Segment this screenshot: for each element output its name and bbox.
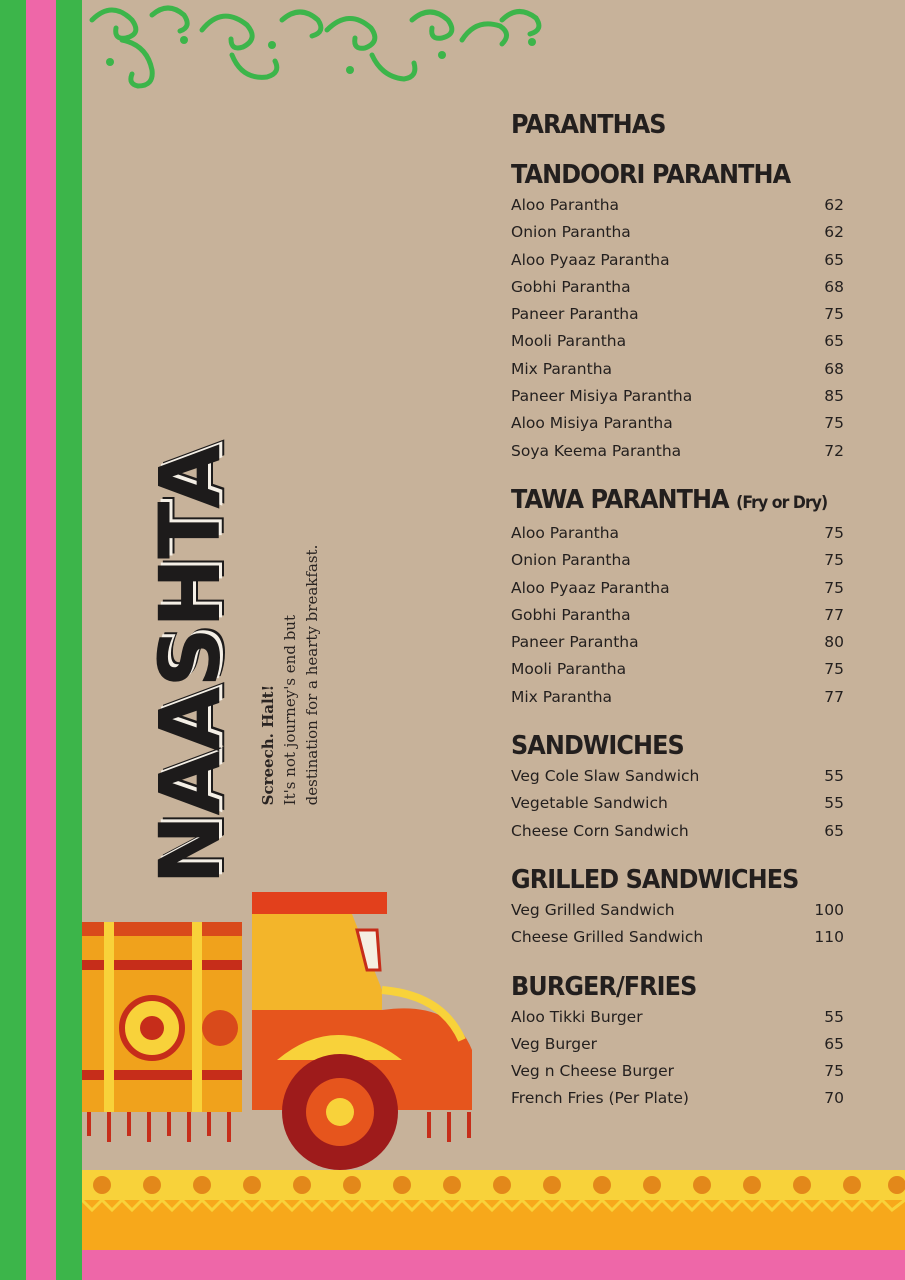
menu-item-price: 55 bbox=[824, 794, 844, 813]
menu-item-price: 62 bbox=[824, 223, 844, 242]
menu-item-name: Paneer Parantha bbox=[511, 305, 639, 324]
section-items-tandoori bbox=[511, 192, 846, 465]
menu-item-price: 65 bbox=[824, 250, 844, 269]
menu-item-name: Veg n Cheese Burger bbox=[511, 1062, 675, 1081]
menu-item bbox=[511, 629, 846, 656]
left-green-inner-stripe bbox=[56, 0, 82, 1280]
menu-item-price: 77 bbox=[824, 687, 844, 706]
menu-column bbox=[511, 110, 846, 1113]
menu-item bbox=[511, 1085, 846, 1112]
menu-item-name: French Fries (Per Plate) bbox=[511, 1089, 689, 1108]
menu-item-name: Veg Cole Slaw Sandwich bbox=[511, 767, 700, 786]
menu-item-price: 75 bbox=[824, 1062, 844, 1081]
menu-item-name: Mooli Parantha bbox=[511, 332, 627, 351]
section-title-grilled-sandwiches: GRILLED SANDWICHES bbox=[511, 864, 799, 895]
menu-item bbox=[511, 383, 846, 410]
bottom-pink-band bbox=[82, 1250, 905, 1280]
menu-item bbox=[511, 274, 846, 301]
menu-item-price: 68 bbox=[824, 359, 844, 378]
menu-item-name: Soya Keema Parantha bbox=[511, 441, 682, 460]
swirl-ornament bbox=[82, 0, 562, 100]
menu-item-price: 75 bbox=[824, 414, 844, 433]
menu-item bbox=[511, 219, 846, 246]
section-title-tawa bbox=[511, 484, 828, 518]
menu-item bbox=[511, 438, 846, 465]
menu-item bbox=[511, 575, 846, 602]
menu-item-price: 100 bbox=[814, 900, 844, 919]
menu-item bbox=[511, 301, 846, 328]
menu-item-name: Cheese Grilled Sandwich bbox=[511, 928, 704, 947]
menu-item-name: Aloo Pyaaz Parantha bbox=[511, 578, 670, 597]
decorative-border bbox=[82, 1170, 905, 1250]
menu-item-price: 65 bbox=[824, 821, 844, 840]
menu-item-price: 75 bbox=[824, 523, 844, 542]
menu-item-name: Aloo Tikki Burger bbox=[511, 1007, 643, 1026]
menu-item-name: Aloo Misiya Parantha bbox=[511, 414, 673, 433]
page-title-wrap bbox=[140, 445, 240, 885]
menu-item-name: Veg Grilled Sandwich bbox=[511, 900, 675, 919]
menu-item-name: Paneer Misiya Parantha bbox=[511, 387, 693, 406]
menu-item bbox=[511, 924, 846, 951]
menu-item-price: 72 bbox=[824, 441, 844, 460]
left-pink-stripe bbox=[26, 0, 56, 1280]
menu-item-price: 65 bbox=[824, 332, 844, 351]
border-pattern bbox=[82, 1170, 905, 1250]
decorated-truck-illustration bbox=[82, 880, 482, 1180]
tagline-line-2: It's not journey's end but bbox=[281, 615, 299, 806]
section-title-burger-fries: BURGER/FRIES bbox=[511, 971, 697, 1002]
menu-item bbox=[511, 247, 846, 274]
menu-item bbox=[511, 328, 846, 355]
menu-item-name: Veg Burger bbox=[511, 1034, 598, 1053]
menu-item-name: Paneer Parantha bbox=[511, 633, 639, 652]
menu-item-price: 85 bbox=[824, 387, 844, 406]
menu-item-price: 68 bbox=[824, 277, 844, 296]
menu-item-name: Onion Parantha bbox=[511, 551, 631, 570]
menu-item-name: Vegetable Sandwich bbox=[511, 794, 668, 813]
menu-item-name: Mooli Parantha bbox=[511, 660, 627, 679]
menu-item bbox=[511, 656, 846, 683]
menu-item-price: 62 bbox=[824, 196, 844, 214]
section-title-tawa-text: TAWA PARANTHA bbox=[511, 484, 729, 515]
tagline-wrap bbox=[250, 495, 330, 855]
page-title: NAASHTA bbox=[141, 445, 239, 885]
menu-item-price: 55 bbox=[824, 1007, 844, 1026]
menu-item-price: 110 bbox=[814, 928, 844, 947]
menu-item-price: 75 bbox=[824, 660, 844, 679]
tagline-line-3: destination for a hearty breakfast. bbox=[303, 544, 321, 806]
menu-item-price: 75 bbox=[824, 305, 844, 324]
section-title-sandwiches: SANDWICHES bbox=[511, 731, 684, 762]
menu-item bbox=[511, 410, 846, 437]
section-items-sandwiches bbox=[511, 763, 846, 845]
menu-item-name: Mix Parantha bbox=[511, 687, 613, 706]
section-items-tawa bbox=[511, 520, 846, 711]
menu-item bbox=[511, 897, 846, 924]
menu-item-name: Gobhi Parantha bbox=[511, 277, 631, 296]
menu-item-price: 77 bbox=[824, 605, 844, 624]
menu-item-name: Aloo Pyaaz Parantha bbox=[511, 250, 670, 269]
menu-item bbox=[511, 790, 846, 817]
menu-item bbox=[511, 763, 846, 790]
menu-item bbox=[511, 818, 846, 845]
section-items-burger-fries bbox=[511, 1004, 846, 1113]
menu-item bbox=[511, 1004, 846, 1031]
menu-item bbox=[511, 547, 846, 574]
menu-item-price: 55 bbox=[824, 767, 844, 786]
menu-item bbox=[511, 602, 846, 629]
menu-item bbox=[511, 684, 846, 711]
menu-item bbox=[511, 192, 846, 219]
menu-item-price: 65 bbox=[824, 1034, 844, 1053]
section-items-grilled-sandwiches bbox=[511, 897, 846, 952]
menu-item-price: 75 bbox=[824, 551, 844, 570]
tagline-line-1: Screech. Halt! bbox=[259, 684, 277, 806]
menu-item-name: Cheese Corn Sandwich bbox=[511, 821, 689, 840]
menu-item bbox=[511, 1031, 846, 1058]
menu-item-name: Onion Parantha bbox=[511, 223, 631, 242]
menu-item-name: Mix Parantha bbox=[511, 359, 613, 378]
menu-item-price: 70 bbox=[824, 1089, 844, 1108]
menu-item-name: Aloo Parantha bbox=[511, 523, 620, 542]
menu-item-price: 75 bbox=[824, 578, 844, 597]
menu-item-name: Gobhi Parantha bbox=[511, 605, 631, 624]
left-green-stripe bbox=[0, 0, 26, 1280]
menu-item-price: 80 bbox=[824, 633, 844, 652]
menu-item-name: Aloo Parantha bbox=[511, 196, 620, 214]
section-subtitle-tawa: (Fry or Dry) bbox=[736, 492, 828, 513]
menu-item bbox=[511, 1058, 846, 1085]
menu-item bbox=[511, 356, 846, 383]
tagline bbox=[257, 545, 323, 806]
menu-heading: PARANTHAS bbox=[511, 110, 666, 140]
menu-item bbox=[511, 520, 846, 547]
section-title-tandoori: TANDOORI PARANTHA bbox=[511, 160, 791, 190]
